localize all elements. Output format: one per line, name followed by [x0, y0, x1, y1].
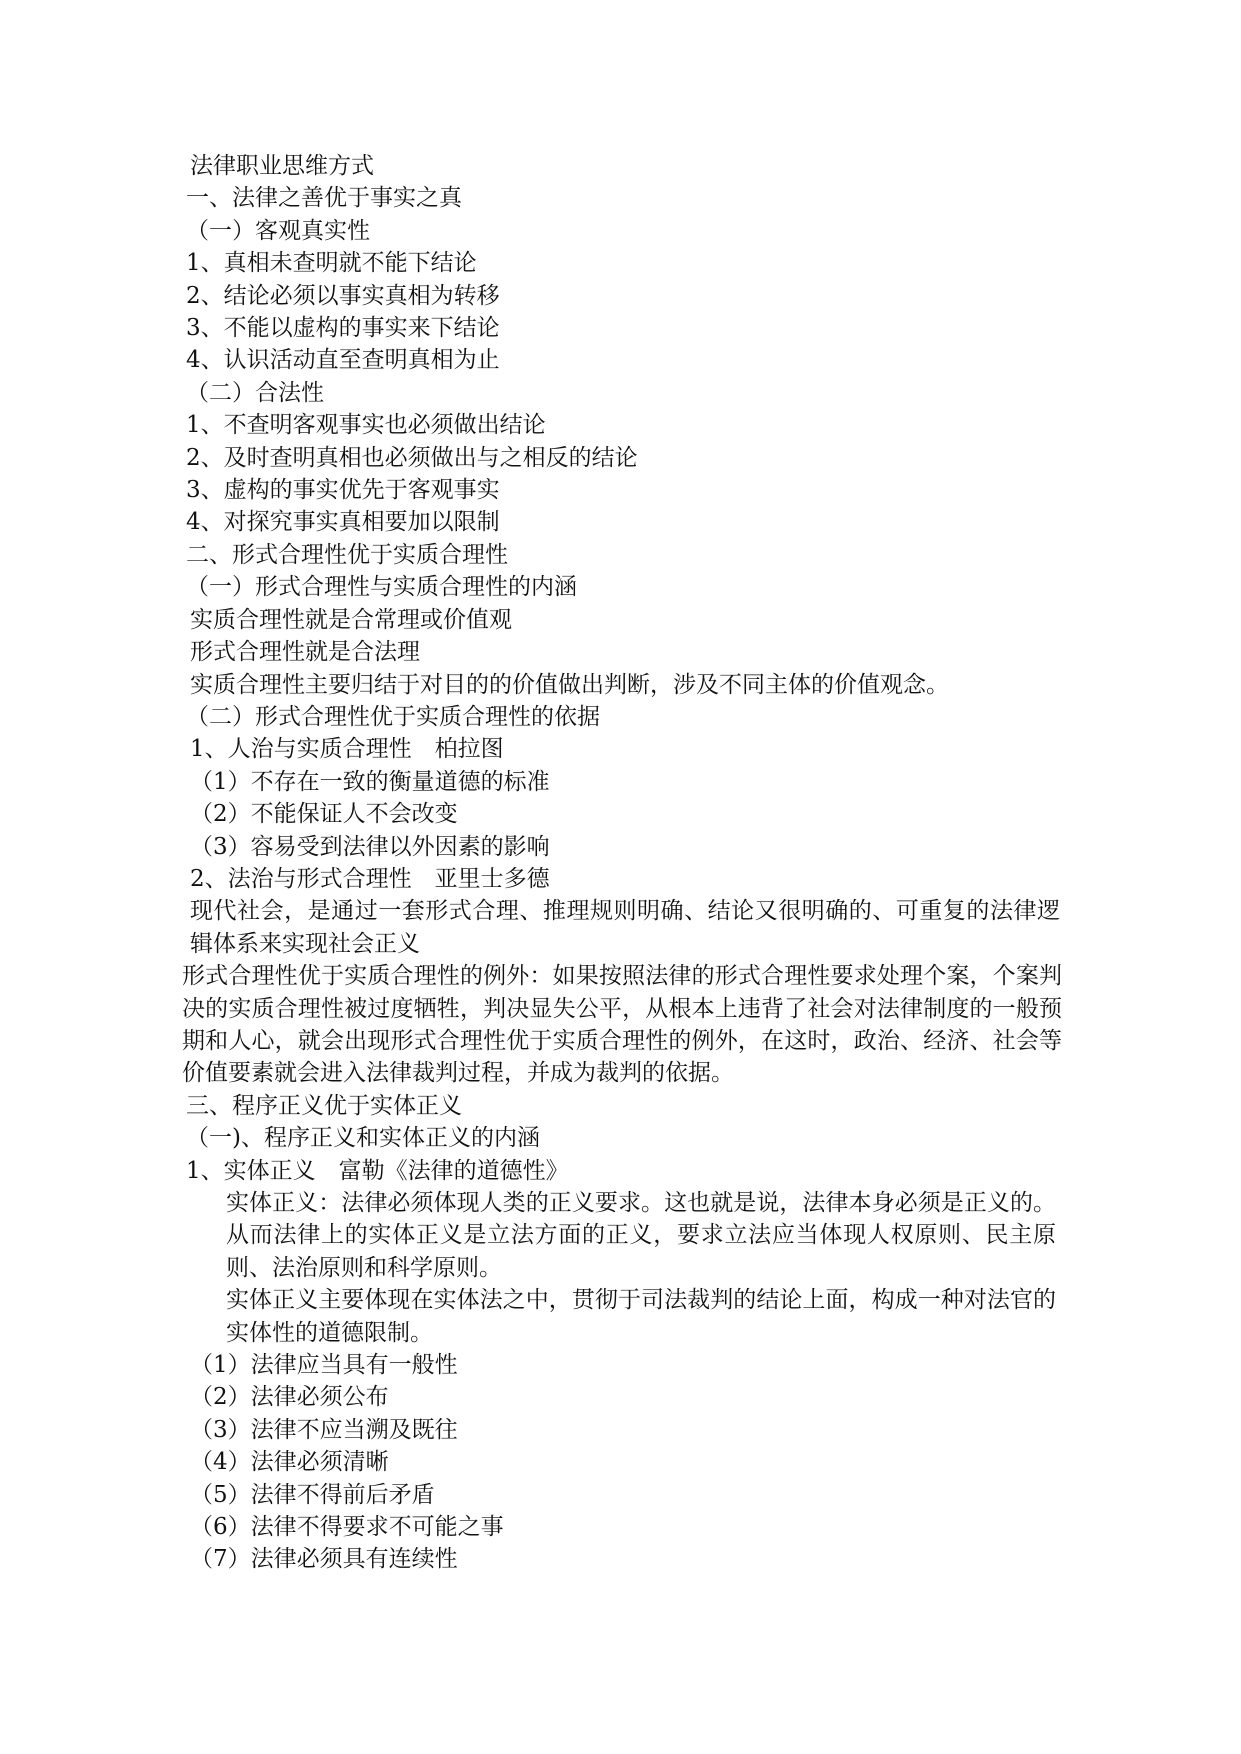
- list-item: （3）法律不应当溯及既往: [190, 1416, 458, 1443]
- list-item: 2、及时查明真相也必须做出与之相反的结论: [186, 444, 638, 471]
- text-line: 实质合理性就是合常理或价值观: [190, 606, 512, 633]
- section-2-1-heading: （一）形式合理性与实质合理性的内涵: [186, 574, 577, 601]
- list-item: （5）法律不得前后矛盾: [190, 1481, 435, 1508]
- point-heading: 1、实体正义 富勒《法律的道德性》: [186, 1157, 569, 1184]
- list-item: （2）法律必须公布: [190, 1384, 389, 1411]
- section-2-heading: 二、形式合理性优于实质合理性: [186, 541, 508, 568]
- list-item: 1、真相未查明就不能下结论: [186, 250, 477, 277]
- list-item: 3、不能以虚构的事实来下结论: [186, 315, 500, 342]
- list-item: （7）法律必须具有连续性: [190, 1546, 458, 1573]
- section-3-heading: 三、程序正义优于实体正义: [186, 1092, 462, 1119]
- point-heading: 1、人治与实质合理性 柏拉图: [190, 736, 504, 763]
- list-item: 3、虚构的事实优先于客观事实: [186, 477, 500, 504]
- text-line: 形式合理性就是合法理: [190, 639, 420, 666]
- list-item: （2）不能保证人不会改变: [190, 801, 458, 828]
- document-title: 法律职业思维方式: [190, 153, 374, 179]
- document-body: [0, 150, 1241, 1576]
- section-1-1-heading: （一）客观真实性: [186, 217, 370, 244]
- list-item: （4）法律必须清晰: [190, 1449, 389, 1476]
- list-item: （3）容易受到法律以外因素的影响: [190, 833, 550, 860]
- list-item: （1）法律应当具有一般性: [190, 1352, 458, 1379]
- section-1-heading: 一、法律之善优于事实之真: [186, 185, 462, 212]
- list-item: 4、对探究事实真相要加以限制: [186, 509, 500, 536]
- list-item: 4、认识活动直至查明真相为止: [186, 347, 500, 374]
- point-heading: 2、法治与形式合理性 亚里士多德: [190, 865, 550, 892]
- list-item: 1、不查明客观事实也必须做出结论: [186, 412, 546, 439]
- section-3-1-heading: （一)、程序正义和实体正义的内涵: [186, 1125, 540, 1152]
- list-item: （6）法律不得要求不可能之事: [190, 1514, 504, 1541]
- paragraph-substantive-law: 实体正义主要体现在实体法之中，贯彻于司法裁判的结论上面，构成一种对法官的实体性的道德限制。: [226, 1287, 1056, 1346]
- section-1-2-heading: （二）合法性: [186, 379, 324, 406]
- list-item: 2、结论必须以事实真相为转移: [186, 282, 500, 309]
- text-line: 实质合理性主要归结于对目的的价值做出判断，涉及不同主体的价值观念。: [190, 671, 949, 698]
- paragraph-modern-society: 现代社会，是通过一套形式合理、推理规则明确、结论又很明确的、可重复的法律逻辑体系来实现社会正义: [190, 898, 1060, 957]
- paragraph-substantive-justice: 实体正义：法律必须体现人类的正义要求。这也就是说，法律本身必须是正义的。从而法律上的实体正义是立法方面的正义，要求立法应当体现人权原则、民主原则、法治原则和科学原则。: [226, 1190, 1056, 1281]
- paragraph-exception: 形式合理性优于实质合理性的例外：如果按照法律的形式合理性要求处理个案，个案判决的实质合理性被过度牺牲，判决显失公平，从根本上违背了社会对法律制度的一般预期和人心，就会出现形式合理性优于实质合理性的例外，在这时，政治、经济、社会等价值要素就会进入法律裁判过程，并成为裁判的依据。: [182, 963, 1062, 1087]
- list-item: （1）不存在一致的衡量道德的标准: [190, 768, 550, 795]
- section-2-2-heading: （二）形式合理性优于实质合理性的依据: [186, 703, 600, 730]
